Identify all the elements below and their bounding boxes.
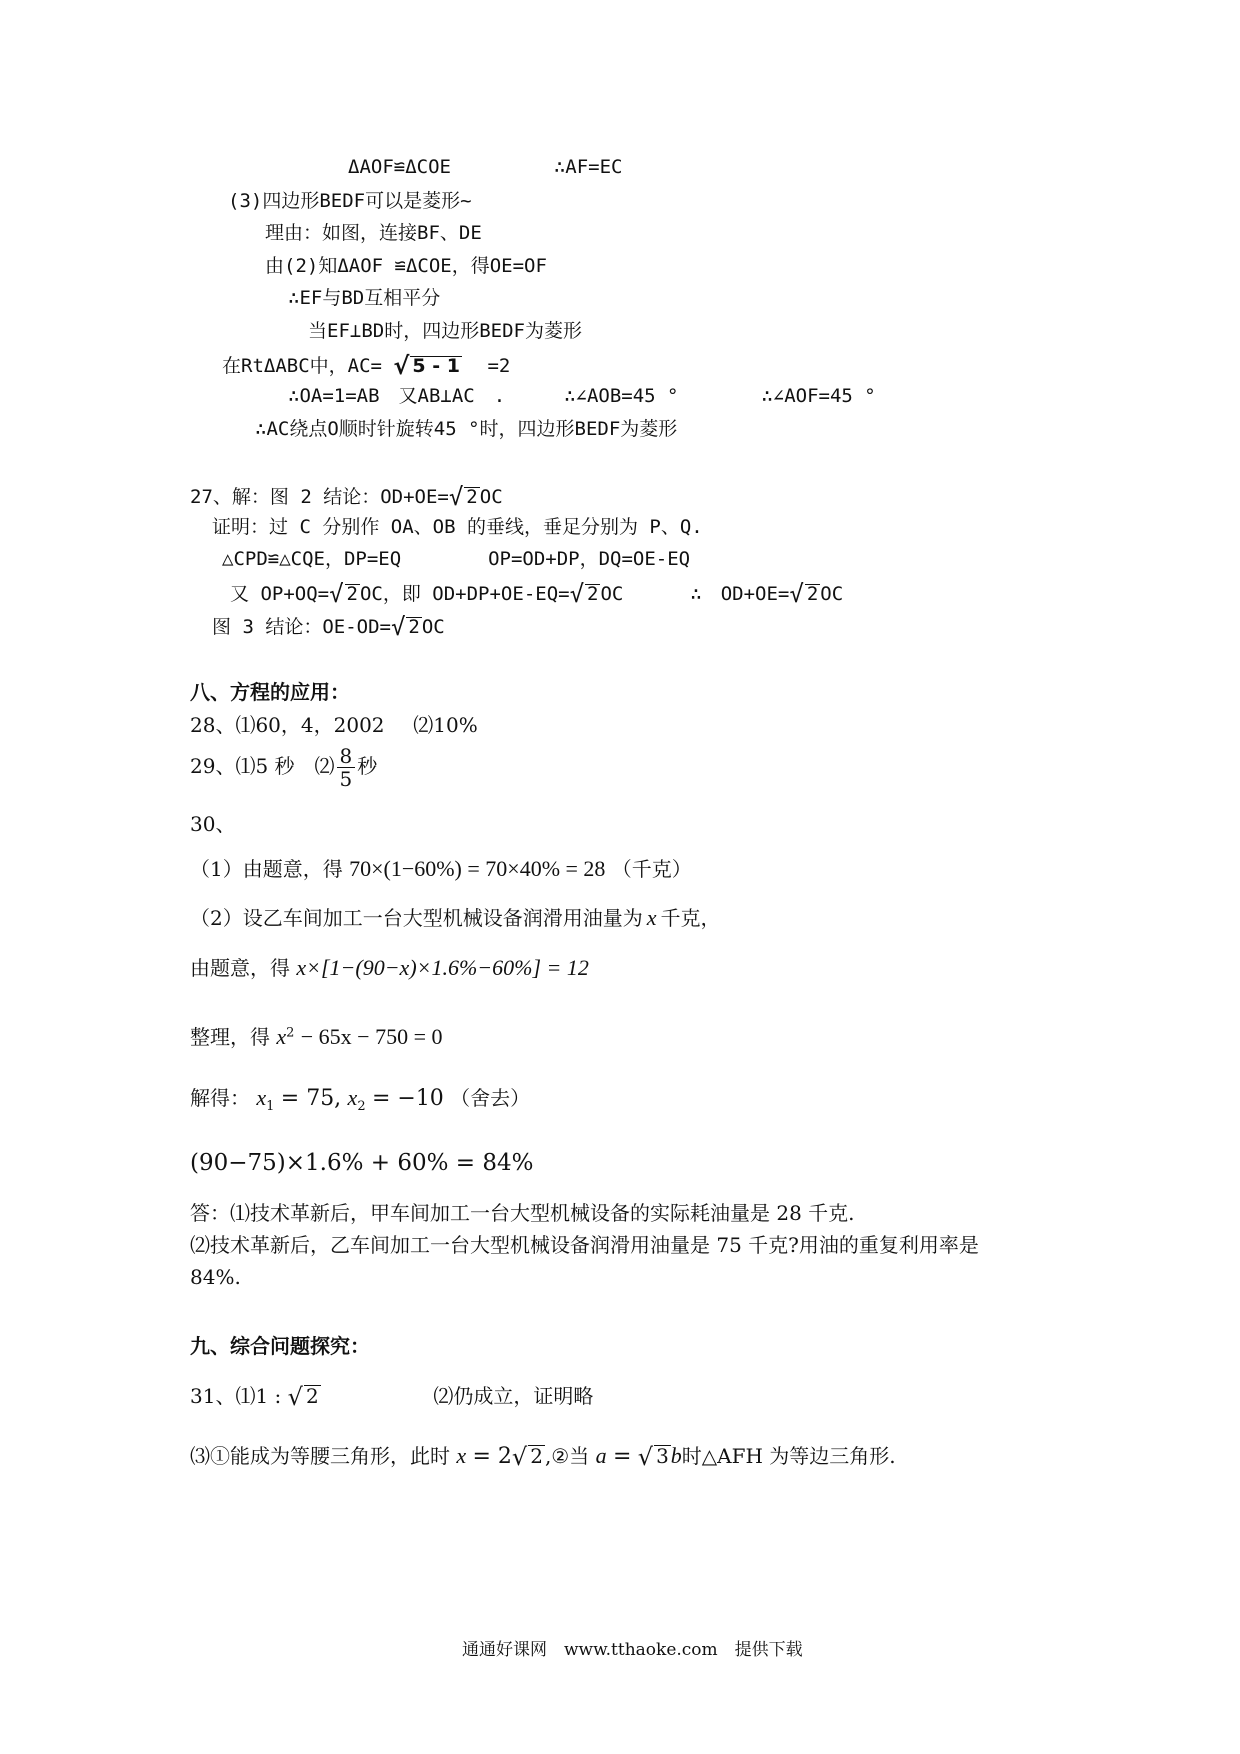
q31-part2: ⑵仍成立，证明略 xyxy=(433,1384,594,1408)
oc-text: OC xyxy=(820,583,844,605)
q28-part2: ⑵10% xyxy=(413,713,478,737)
radicand: 2 xyxy=(806,583,819,605)
fig3-line xyxy=(212,613,445,642)
angle-aob: ∴∠AOB=45 ° xyxy=(564,385,679,407)
rt-triangle-line xyxy=(222,352,510,381)
q28-part1: 28、⑴60，4，2002 xyxy=(190,713,385,737)
equals-two: = 2 xyxy=(472,1444,512,1469)
q30-label: 30、 xyxy=(190,812,236,836)
congruence-statement: ΔAOF≌ΔCOE xyxy=(348,156,451,178)
af-ec-conclusion: ∴AF=EC xyxy=(553,156,623,178)
variable-x: x xyxy=(276,1024,287,1049)
reason-line: 理由：如图，连接BF、DE xyxy=(265,222,482,244)
proof-line: 证明：过 C 分别作 OA、OB 的垂线，垂足分别为 P、Q. xyxy=(212,516,703,538)
variable-x: x xyxy=(646,905,657,930)
footer-credit: 通通好课网 www.tthaoke.com 提供下载 xyxy=(462,1640,803,1660)
conclusion-text: ∴ OD+OE= xyxy=(690,583,790,605)
answer-line-1: 答：⑴技术革新后，甲车间加工一台大型机械设备的实际耗油量是 28 千克. xyxy=(190,1201,855,1225)
variable-b: b xyxy=(670,1443,682,1468)
when-text: ,②当 xyxy=(544,1444,590,1468)
discard-note: （舍去） xyxy=(450,1086,531,1110)
denominator: 5 xyxy=(339,767,353,791)
op-dq-relation: OP=OD+DP，DQ=OE-EQ xyxy=(488,548,691,570)
from-part-2-line: 由(2)知ΔAOF ≌ΔCOE，得OE=OF xyxy=(265,255,547,277)
q27-text: 27、解：图 2 结论：OD+OE= xyxy=(190,486,449,508)
sqrt-symbol: √ xyxy=(569,580,585,608)
sqrt-symbol: √ xyxy=(511,1443,528,1471)
variable-x: x xyxy=(256,1085,267,1110)
subscript: 1 xyxy=(266,1099,275,1114)
q27-oc: OC xyxy=(479,486,503,508)
equals-sign: = xyxy=(612,1444,632,1469)
q31-part1: 31、⑴1 : xyxy=(190,1384,282,1408)
variable-a: a xyxy=(595,1443,607,1468)
sum-text: OC，即 OD+DP+OE-EQ= xyxy=(359,583,570,605)
radicand: 2 xyxy=(466,486,478,508)
section-8-heading: 八、方程的应用： xyxy=(190,680,350,704)
bisect-line: ∴EF与BD互相平分 xyxy=(288,287,441,309)
q29-text: 29、⑴5 秒 ⑵ xyxy=(190,754,335,778)
quadratic-rest: − 65x − 750 = 0 xyxy=(300,1024,443,1049)
equation-formula: x×[1−(90−x)×1.6%−60%] = 12 xyxy=(296,955,589,980)
kg-unit: 千克， xyxy=(660,906,721,930)
q31-line xyxy=(190,1383,593,1412)
op-oq-text: 又 OP+OQ= xyxy=(230,583,330,605)
oc-text: OC xyxy=(600,583,624,605)
radicand: 5 - 1 xyxy=(412,355,460,377)
q30-part2-text: （2）设乙车间加工一台大型机械设备润滑用油量为 xyxy=(190,906,643,930)
fig3-text: 图 3 结论：OE-OD= xyxy=(212,616,391,638)
radicand: 2 xyxy=(587,583,599,605)
variable-x: x xyxy=(347,1085,358,1110)
fig3-oc: OC xyxy=(421,616,445,638)
angle-line xyxy=(288,385,876,408)
rhombus-condition-line: 当EF⊥BD时，四边形BEDF为菱形 xyxy=(308,320,582,342)
equation-prefix: 由题意，得 xyxy=(190,956,290,980)
rt-triangle-text: 在RtΔABC中，AC= xyxy=(222,355,382,377)
sqrt-symbol: √ xyxy=(287,1383,303,1411)
sqrt-symbol: √ xyxy=(329,580,344,608)
simplify-prefix: 整理，得 xyxy=(190,1025,270,1049)
x1-value: = 75, xyxy=(280,1086,342,1111)
subscript: 2 xyxy=(357,1099,366,1114)
sqrt-symbol: √ xyxy=(390,613,406,641)
radicand: 2 xyxy=(346,583,358,605)
exponent: 2 xyxy=(286,1025,295,1041)
q30-part1-text: （1）由题意，得 xyxy=(190,857,343,881)
q30-part1-formula: 70×(1−60%) = 70×40% = 28 xyxy=(349,856,606,881)
angle-aof: ∴∠AOF=45 ° xyxy=(761,385,876,407)
radicand: 2 xyxy=(305,1384,319,1408)
radicand: 3 xyxy=(656,1444,669,1468)
q30-part1 xyxy=(190,856,692,882)
q28-line xyxy=(190,713,478,737)
part-3-statement: (3)四边形BEDF可以是菱形~ xyxy=(228,190,472,212)
sqrt-symbol: √ xyxy=(789,580,804,608)
q30-part2 xyxy=(190,905,721,931)
numerator: 8 xyxy=(337,745,356,768)
seconds-unit: 秒 xyxy=(357,754,378,778)
cpd-congruence: △CPD≌△CQE，DP=EQ xyxy=(222,548,402,570)
q30-rate-calc: (90−75)×1.6% + 60% = 84% xyxy=(190,1150,534,1176)
solution-prefix: 解得： xyxy=(190,1086,250,1110)
sqrt-symbol: √ xyxy=(393,352,410,380)
equilateral-text: 时△AFH 为等边三角形. xyxy=(681,1444,896,1468)
x2-value: = −10 xyxy=(371,1086,444,1111)
q30-simplify xyxy=(190,1024,443,1050)
cpd-line xyxy=(222,548,690,571)
fraction xyxy=(337,745,356,790)
radicand: 2 xyxy=(408,616,420,638)
answer-line-2: ⑵技术革新后，乙车间加工一台大型机械设备润滑用油量是 75 千克?用油的重复利用率是 xyxy=(190,1233,979,1257)
sqrt-symbol: √ xyxy=(448,483,464,511)
q29-line xyxy=(190,745,377,790)
q27-line xyxy=(190,483,503,512)
line-aof-coe xyxy=(348,156,623,179)
rotation-line: ∴AC绕点O顺时针旋转45 °时，四边形BEDF为菱形 xyxy=(255,418,678,440)
kg-unit: （千克） xyxy=(611,857,692,881)
q30-equation xyxy=(190,955,589,981)
q31-part3 xyxy=(190,1443,896,1472)
variable-x: x xyxy=(456,1443,467,1468)
rt-triangle-result: =2 xyxy=(487,355,511,377)
q31-part3-text: ⑶①能成为等腰三角形，此时 xyxy=(190,1444,450,1468)
answer-line-3: 84%. xyxy=(190,1265,241,1289)
op-oq-line xyxy=(230,580,843,609)
sqrt-symbol: √ xyxy=(637,1443,654,1471)
oa-ab-text: ∴OA=1=AB 又AB⊥AC . xyxy=(288,385,506,407)
section-9-heading: 九、综合问题探究： xyxy=(190,1334,370,1358)
q30-solution xyxy=(190,1085,530,1115)
radicand: 2 xyxy=(530,1444,543,1468)
